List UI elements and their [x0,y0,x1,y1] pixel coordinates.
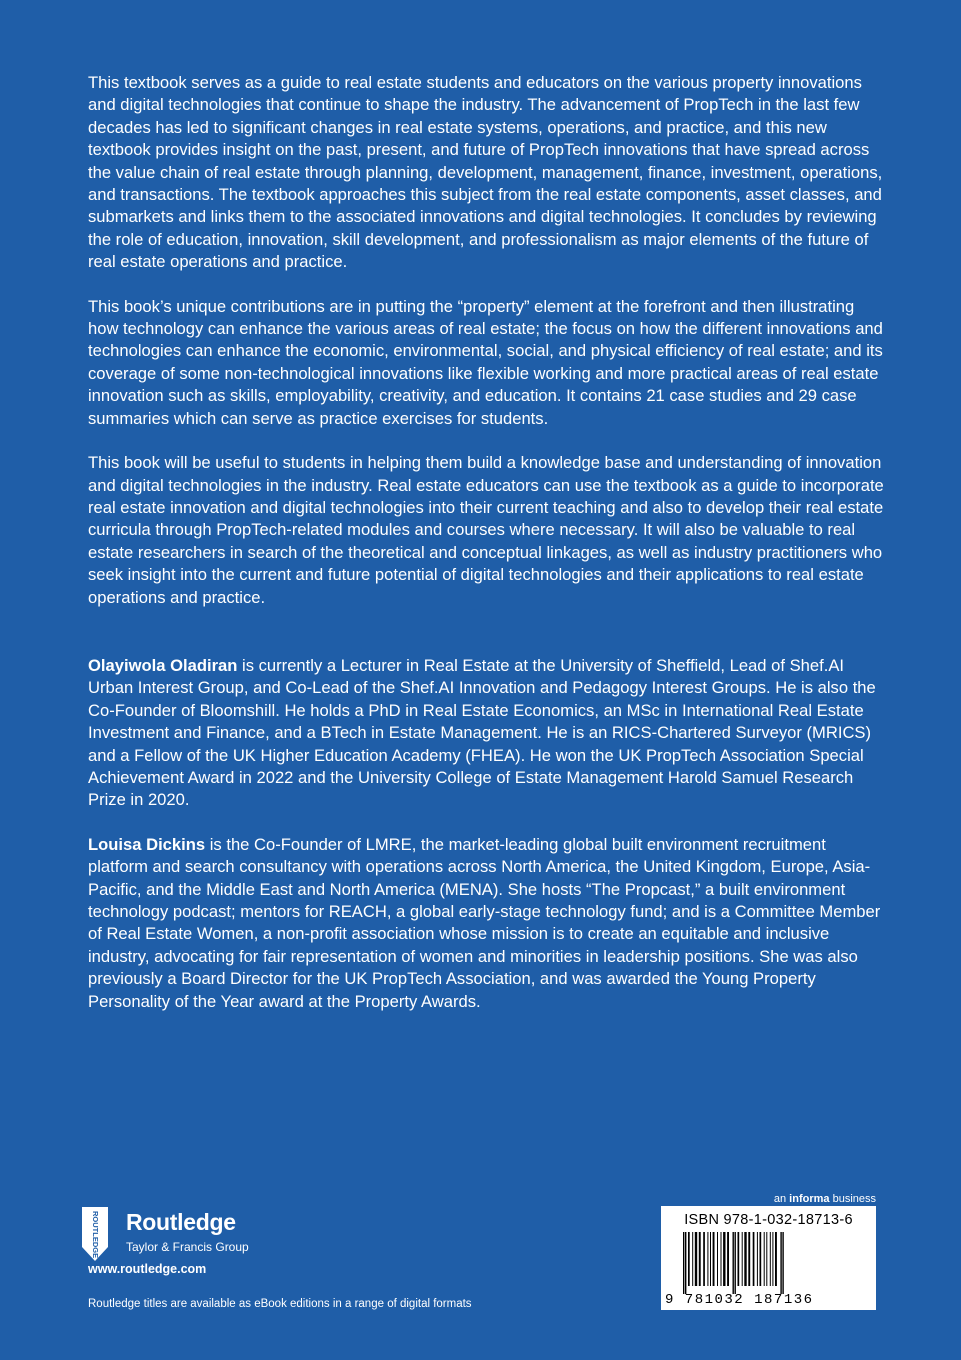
barcode-guard-bar [733,1232,734,1294]
barcode-bar [772,1232,773,1286]
barcode-bar [713,1232,715,1286]
blurb-paragraph-1: This textbook serves as a guide to real estate students and educators on the various property innovations and digital technologies that continue to shape the industry. The advancement of PropTech in the last few decades has led to significant changes in real estate systems, operations, and practice, and this new textbook provides insight on the past, present, and future of PropTech innovations that have spread across the value chain of real estate through planning, development, management, finance, investment, operations, and transactions. The textbook approaches this subject from the real estate components, asset classes, and submarkets and links them to the associated innovations and digital technologies. It concludes by reviewing the role of education, innovation, skill development, and professionalism as major elements of the future of real estate operations and practice. [88,73,883,272]
publisher-website: www.routledge.com [88,1262,207,1276]
barcode-bar [695,1232,697,1286]
author-bio-text-1: is currently a Lecturer in Real Estate at the University of Sheffield, Lead of Shef.AI Urban Interest Group, and Co-Lead of the Shef.AI Innovation and Pedagogy Interest Groups. He is also the Co-Founder of Bloomshill. He holds a PhD in Real Estate Economics, an MSc in International Real Estate Investment and Finance, and a BTech in Estate Management. He is an RICS-Chartered Surveyor (MRICS) and a Fellow of the UK Higher Education Academy (FHEA). He won the UK PropTech Association Special Achievement Award in 2022 and the University College of Estate Management Harold Samuel Research Prize in 2020. [88,655,876,810]
isbn-number: ISBN 978-1-032-18713-6 [684,1212,853,1228]
author-name-1: Olayiwola Oladiran [88,655,238,675]
author-bio-1 [88,655,888,812]
publisher-group: Taylor & Francis Group [126,1240,249,1254]
barcode-bar [710,1232,711,1286]
barcode-bar [699,1232,701,1286]
informa-brand: informa [789,1193,830,1205]
barcode-bar [721,1232,722,1286]
isbn-barcode [661,1206,876,1310]
barcode-bar [738,1232,740,1286]
author-name-2: Louisa Dickins [88,834,206,854]
barcode-bar [757,1232,758,1286]
barcode-bar [707,1232,708,1286]
blurb-paragraph-2: This book’s unique contributions are in putting the “property” element at the forefront and then illustrating how technology can enhance the various areas of real estate; the focus on how the different innovations and technologies can enhance the economic, environmental, social, and physical efficiency of real estate; and its coverage of some non-technological innovations like flexible working and more practical areas of real estate innovation such as skills, employability, creativity, and education. It contains 21 case studies and 29 case summaries which can serve as practice exercises for students. [88,296,883,428]
informa-suffix: business [832,1193,876,1205]
barcode-bar [688,1232,690,1286]
barcode-bar [770,1232,771,1286]
routledge-mark-icon [82,1207,108,1261]
routledge-mark-text: ROUTLEDGE [91,1211,101,1259]
publisher-name: Routledge [126,1209,236,1235]
barcode-bar [775,1232,777,1286]
barcode-bar [744,1232,746,1286]
barcode-bar [748,1232,750,1286]
barcode-bar [727,1232,729,1286]
barcode-bar [723,1232,725,1286]
blurb-paragraph-3: This book will be useful to students in helping them build a knowledge base and understanding of innovation and digital technologies in the industry. Real estate educators can use the textbook as a guide to incorporate real estate innovation and digital technologies into their current teaching and also to develop their real estate curricula through PropTech-related modules and courses where necessary. It will also be valuable to real estate researchers in search of the theoretical and conceptual linkages, as well as industry practitioners who seek insight into the current and future potential of digital technologies and their applications to real estate operations and practice. [88,453,884,607]
barcode-guard-bar [683,1232,684,1294]
author-bio-text-2: is the Co-Founder of LMRE, the market-leading global built environment recruitment platform and search consultancy with operations across North America, the United Kingdom, Europe, Asia-Pacific, and the Middle East and North America (MENA). She hosts “The Propcast,” a built environment technology podcast; mentors for REACH, a global early-stage technology fund; and is a Committee Member of Real Estate Women, a non-profit association whose mission is to create an equitable and inclusive industry, advocating for fair representation of women and minorities in leadership positions. She was also previously a Board Director for the UK PropTech Association, and was awarded the Young Property Personality of the Year award at the Property Awards. [88,834,881,1011]
barcode-bar [692,1232,693,1286]
barcode-bar [766,1232,767,1286]
barcode-bar [760,1232,762,1286]
barcode-bar [742,1232,743,1286]
barcode-bar [703,1232,705,1286]
barcode-bar [764,1232,765,1286]
barcode-guard-bar [782,1232,783,1294]
informa-prefix: an [773,1193,787,1205]
barcode-digits: 9 781032 187136 [665,1292,814,1308]
barcode-bars [675,1232,869,1294]
barcode-guard-bar [735,1232,736,1294]
back-cover-text [88,72,888,1035]
ebook-note: Routledge titles are available as eBook editions in a range of digital formats [88,1298,472,1310]
barcode-guard-bar [780,1232,781,1294]
author-bio-2 [88,834,888,1013]
barcode-guard-bar [685,1232,686,1294]
barcode-bar [717,1232,718,1286]
barcode-bar [753,1232,755,1286]
informa-business-label [774,1192,876,1206]
